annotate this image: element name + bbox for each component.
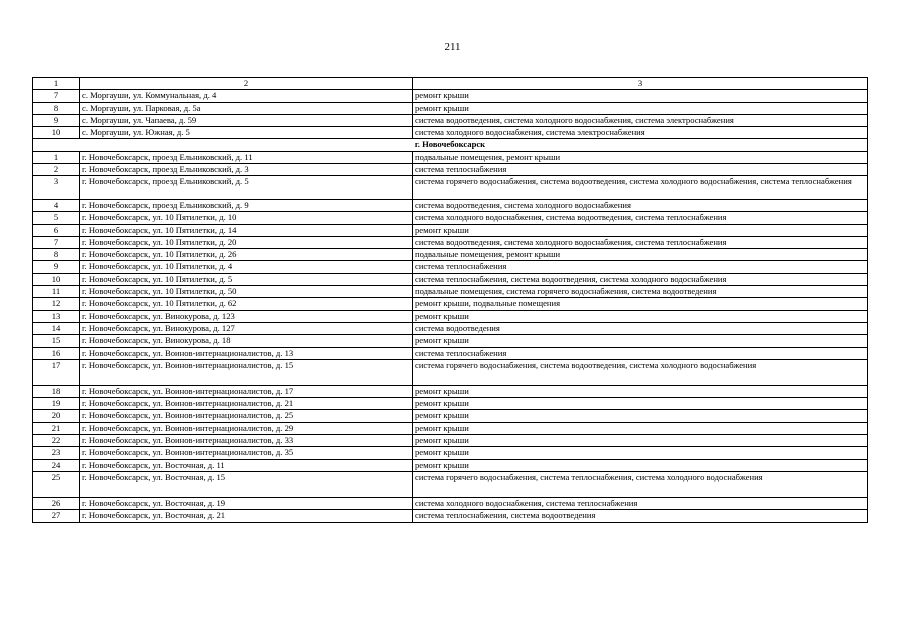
row-work: подвальные помещения, система горячего водоснабжения, система водоотведения	[413, 286, 868, 298]
row-work: подвальные помещения, ремонт крыши	[413, 249, 868, 261]
row-address: г. Новочебоксарск, ул. Воинов-интернационалистов, д. 21	[80, 398, 413, 410]
table-row	[33, 422, 868, 434]
table-row	[33, 102, 868, 114]
row-work: ремонт крыши	[413, 385, 868, 397]
row-number: 19	[33, 398, 80, 410]
row-work: система водоотведения, система холодного водоснабжения, система теплоснабжения	[413, 236, 868, 248]
row-address: г. Новочебоксарск, ул. 10 Пятилетки, д. 10	[80, 212, 413, 224]
row-work: ремонт крыши	[413, 102, 868, 114]
row-work: система горячего водоснабжения, система теплоснабжения, система холодного водоснабжения	[413, 471, 868, 497]
header-cell-number: 1	[33, 78, 80, 90]
row-work: ремонт крыши	[413, 335, 868, 347]
row-work: система теплоснабжения	[413, 261, 868, 273]
table-row	[33, 310, 868, 322]
table-row	[33, 127, 868, 139]
row-number: 14	[33, 322, 80, 334]
row-address: с. Моргауши, ул. Южная, д. 5	[80, 127, 413, 139]
table-row	[33, 385, 868, 397]
row-number: 12	[33, 298, 80, 310]
row-number: 8	[33, 249, 80, 261]
row-work: система горячего водоснабжения, система водоотведения, система холодного водоснабжения	[413, 359, 868, 385]
row-address: г. Новочебоксарск, ул. Воинов-интернационалистов, д. 13	[80, 347, 413, 359]
header-cell-address: 2	[80, 78, 413, 90]
row-work: система холодного водоснабжения, система теплоснабжения	[413, 497, 868, 509]
row-number: 10	[33, 127, 80, 139]
row-address: г. Новочебоксарск, ул. 10 Пятилетки, д. 50	[80, 286, 413, 298]
header-cell-work: 3	[413, 78, 868, 90]
row-number: 27	[33, 510, 80, 522]
row-number: 3	[33, 176, 80, 200]
register-table	[32, 77, 868, 523]
row-work: система холодного водоснабжения, система водоотведения, система теплоснабжения	[413, 212, 868, 224]
row-number: 4	[33, 199, 80, 211]
row-address: г. Новочебоксарск, ул. Воинов-интернационалистов, д. 15	[80, 359, 413, 385]
row-number: 9	[33, 114, 80, 126]
row-address: г. Новочебоксарск, ул. 10 Пятилетки, д. 14	[80, 224, 413, 236]
row-work: система теплоснабжения, система водоотведения	[413, 510, 868, 522]
row-work: система водоотведения	[413, 322, 868, 334]
row-number: 20	[33, 410, 80, 422]
table-row	[33, 347, 868, 359]
row-address: г. Новочебоксарск, ул. Воинов-интернационалистов, д. 33	[80, 435, 413, 447]
row-number: 16	[33, 347, 80, 359]
row-number: 7	[33, 236, 80, 248]
row-work: система водоотведения, система холодного водоснабжения, система электроснабжения	[413, 114, 868, 126]
row-number: 24	[33, 459, 80, 471]
row-work: подвальные помещения, ремонт крыши	[413, 151, 868, 163]
table-row	[33, 298, 868, 310]
row-address: г. Новочебоксарск, ул. Винокурова, д. 18	[80, 335, 413, 347]
table-row	[33, 164, 868, 176]
table-row	[33, 114, 868, 126]
row-address: г. Новочебоксарск, ул. 10 Пятилетки, д. 62	[80, 298, 413, 310]
row-address: г. Новочебоксарск, ул. Воинов-интернационалистов, д. 35	[80, 447, 413, 459]
table-header-row	[33, 78, 868, 90]
row-work: ремонт крыши	[413, 422, 868, 434]
row-work: ремонт крыши	[413, 447, 868, 459]
row-number: 2	[33, 164, 80, 176]
table-row	[33, 199, 868, 211]
row-address: г. Новочебоксарск, проезд Ельниковский, д. 3	[80, 164, 413, 176]
row-address: г. Новочебоксарск, ул. Винокурова, д. 127	[80, 322, 413, 334]
row-number: 1	[33, 151, 80, 163]
row-address: с. Моргауши, ул. Коммунальная, д. 4	[80, 90, 413, 102]
row-address: г. Новочебоксарск, ул. Восточная, д. 19	[80, 497, 413, 509]
row-address: г. Новочебоксарск, ул. 10 Пятилетки, д. 4	[80, 261, 413, 273]
row-address: с. Моргауши, ул. Парковая, д. 5а	[80, 102, 413, 114]
table-row	[33, 410, 868, 422]
row-work: система холодного водоснабжения, система электроснабжения	[413, 127, 868, 139]
table-row	[33, 510, 868, 522]
table-row	[33, 212, 868, 224]
row-work: система горячего водоснабжения, система водоотведения, система холодного водоснабжения, система теплоснабжения	[413, 176, 868, 200]
row-address: г. Новочебоксарск, ул. 10 Пятилетки, д. 26	[80, 249, 413, 261]
row-number: 21	[33, 422, 80, 434]
table-row	[33, 322, 868, 334]
table-row	[33, 261, 868, 273]
row-address: г. Новочебоксарск, ул. 10 Пятилетки, д. 5	[80, 273, 413, 285]
row-address: г. Новочебоксарск, ул. 10 Пятилетки, д. 20	[80, 236, 413, 248]
row-address: г. Новочебоксарск, ул. Воинов-интернационалистов, д. 25	[80, 410, 413, 422]
row-work: ремонт крыши	[413, 90, 868, 102]
row-work: ремонт крыши	[413, 410, 868, 422]
row-address: г. Новочебоксарск, ул. Воинов-интернационалистов, д. 29	[80, 422, 413, 434]
table-row	[33, 236, 868, 248]
row-work: ремонт крыши	[413, 435, 868, 447]
row-number: 9	[33, 261, 80, 273]
table-row	[33, 497, 868, 509]
section-row	[33, 139, 868, 151]
table-row	[33, 471, 868, 497]
table-row	[33, 459, 868, 471]
table-row	[33, 335, 868, 347]
row-number: 6	[33, 224, 80, 236]
row-address: г. Новочебоксарск, проезд Ельниковский, д. 9	[80, 199, 413, 211]
row-work: ремонт крыши	[413, 459, 868, 471]
table-row	[33, 273, 868, 285]
row-address: с. Моргауши, ул. Чапаева, д. 59	[80, 114, 413, 126]
row-work: ремонт крыши	[413, 224, 868, 236]
row-work: система теплоснабжения, система водоотведения, система холодного водоснабжения	[413, 273, 868, 285]
row-number: 23	[33, 447, 80, 459]
table-row	[33, 176, 868, 200]
table-row	[33, 398, 868, 410]
row-number: 26	[33, 497, 80, 509]
row-work: система теплоснабжения	[413, 164, 868, 176]
row-address: г. Новочебоксарск, проезд Ельниковский, д. 11	[80, 151, 413, 163]
table-row	[33, 359, 868, 385]
row-work: ремонт крыши	[413, 398, 868, 410]
row-work: ремонт крыши, подвальные помещения	[413, 298, 868, 310]
row-number: 25	[33, 471, 80, 497]
row-address: г. Новочебоксарск, ул. Воинов-интернационалистов, д. 17	[80, 385, 413, 397]
section-title: г. Новочебоксарск	[33, 139, 868, 151]
table-row	[33, 435, 868, 447]
row-work: ремонт крыши	[413, 310, 868, 322]
row-number: 15	[33, 335, 80, 347]
table-row	[33, 90, 868, 102]
page-number: 211	[444, 41, 461, 53]
row-number: 11	[33, 286, 80, 298]
table-row	[33, 249, 868, 261]
row-address: г. Новочебоксарск, проезд Ельниковский, д. 5	[80, 176, 413, 200]
row-address: г. Новочебоксарск, ул. Восточная, д. 15	[80, 471, 413, 497]
row-number: 22	[33, 435, 80, 447]
table-row	[33, 447, 868, 459]
row-number: 13	[33, 310, 80, 322]
row-number: 5	[33, 212, 80, 224]
row-number: 8	[33, 102, 80, 114]
row-work: система теплоснабжения	[413, 347, 868, 359]
row-address: г. Новочебоксарск, ул. Винокурова, д. 123	[80, 310, 413, 322]
row-work: система водоотведения, система холодного водоснабжения	[413, 199, 868, 211]
row-address: г. Новочебоксарск, ул. Восточная, д. 21	[80, 510, 413, 522]
table-row	[33, 151, 868, 163]
row-number: 7	[33, 90, 80, 102]
row-number: 17	[33, 359, 80, 385]
row-number: 18	[33, 385, 80, 397]
table-row	[33, 286, 868, 298]
table-row	[33, 224, 868, 236]
row-address: г. Новочебоксарск, ул. Восточная, д. 11	[80, 459, 413, 471]
row-number: 10	[33, 273, 80, 285]
